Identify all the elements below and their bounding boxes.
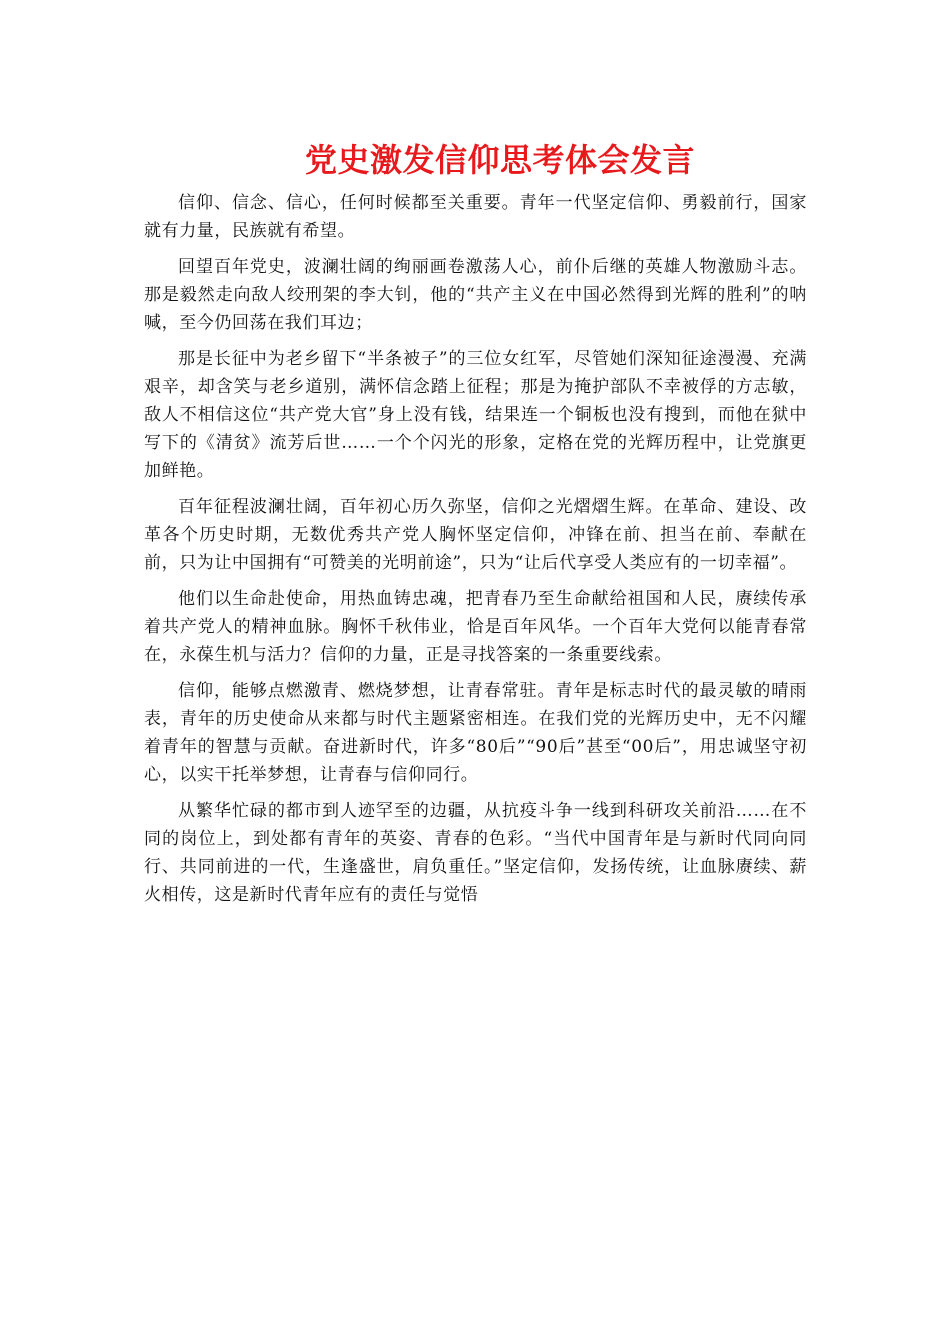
paragraph: 信仰、信念、信心，任何时候都至关重要。青年一代坚定信仰、勇毅前行，国家就有力量，民族就有希望。: [144, 193, 807, 241]
paragraph: 从繁华忙碌的都市到人迹罕至的边疆，从抗疫斗争一线到科研攻关前沿……在不同的岗位上，到处都有青年的英姿、青春的色彩。“当代中国青年是与新时代同向同行、共同前进的一代，生逢盛世，肩负重任。”坚定信仰，发扬传统，让血脉赓续、薪火相传，这是新时代青年应有的责任与觉悟: [144, 801, 807, 905]
document-title: 党史激发信仰思考体会发言: [304, 141, 695, 179]
paragraph: 回望百年党史，波澜壮阔的绚丽画卷激荡人心，前仆后继的英雄人物激励斗志。那是毅然走向敌人绞刑架的李大钊，他的“共产主义在中国必然得到光辉的胜利”的呐喊，至今仍回荡在我们耳边；: [144, 257, 807, 333]
paragraph: 信仰，能够点燃激青、燃烧梦想，让青春常驻。青年是标志时代的最灵敏的晴雨表，青年的历史使命从来都与时代主题紧密相连。在我们党的光辉历史中，无不闪耀着青年的智慧与贡献。奋进新时代，许多“80后”“90后”甚至“00后”，用忠诚坚守初心，以实干托举梦想，让青春与信仰同行。: [144, 681, 807, 785]
document-body: [144, 189, 807, 917]
paragraph: 那是长征中为老乡留下“半条被子”的三位女红军，尽管她们深知征途漫漫、充满艰辛，却含笑与老乡道别，满怀信念踏上征程；那是为掩护部队不幸被俘的方志敏，敌人不相信这位“共产党大官”身上没有钱，结果连一个铜板也没有搜到，而他在狱中写下的《清贫》流芳后世……一个个闪光的形象，定格在党的光辉历程中，让党旗更加鲜艳。: [144, 349, 807, 481]
paragraph: 百年征程波澜壮阔，百年初心历久弥坚，信仰之光熠熠生辉。在革命、建设、改革各个历史时期，无数优秀共产党人胸怀坚定信仰，冲锋在前、担当在前、奉献在前，只为让中国拥有“可赞美的光明前途”，只为“让后代享受人类应有的一切幸福”。: [144, 497, 807, 573]
paragraph: 他们以生命赴使命，用热血铸忠魂，把青春乃至生命献给祖国和人民，赓续传承着共产党人的精神血脉。胸怀千秋伟业，恰是百年风华。一个百年大党何以能青春常在，永葆生机与活力？信仰的力量，正是寻找答案的一条重要线索。: [144, 589, 807, 665]
